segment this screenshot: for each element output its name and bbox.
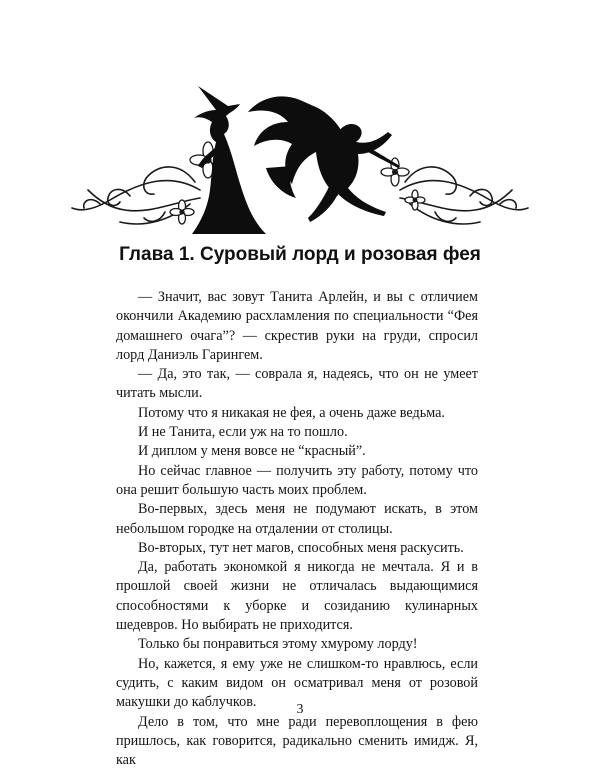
paragraph: — Да, это так, — соврала я, надеясь, что он не умеет читать мысли. <box>116 366 478 402</box>
witch-and-fairy-silhouette-icon <box>70 72 530 242</box>
paragraph: Во-первых, здесь меня не подумают искать, в этом небольшом городке на отдалении от столицы. <box>116 501 478 537</box>
chapter-title: Глава 1. Суровый лорд и розовая фея <box>119 244 481 265</box>
paragraph: Потому что я никакая не фея, а очень даже ведьма. <box>138 404 445 421</box>
paragraph: И не Танита, если уж на то пошло. <box>138 424 348 441</box>
paragraph: Но сейчас главное — получить эту работу, потому что она решит большую часть моих проблем. <box>116 462 478 498</box>
paragraph: — Значит, вас зовут Танита Арлейн, и вы с отличием окончили Академию расхламления по специальности “Фея домашнего очага”? — скрестив руки на груди, спросил лорд Даниэль Гарингем. <box>116 289 478 363</box>
paragraph: Во-вторых, тут нет магов, способных меня раскусить. <box>138 539 464 556</box>
paragraph: И диплом у меня вовсе не “красный”. <box>138 443 366 460</box>
paragraph: Дело в том, что мне ради перевоплощения в фею пришлось, как говорится, радикально сменить имидж. Я, как <box>116 713 478 769</box>
paragraph: Но, кажется, я ему уже не слишком-то нравлюсь, если судить, с каким видом он осматривал меня от розовой макушки до каблучков. <box>116 655 478 711</box>
page-number: 3 <box>296 702 304 717</box>
chapter-body <box>116 288 478 770</box>
paragraph: Да, работать экономкой я никогда не мечтала. Я и в прошлой своей жизни не отличалась выдающимися способностями к уборке и созиданию кулинарных шедевров. Но выбирать не приходится. <box>116 559 478 634</box>
paragraph: Только бы понравиться этому хмурому лорду! <box>138 636 418 653</box>
